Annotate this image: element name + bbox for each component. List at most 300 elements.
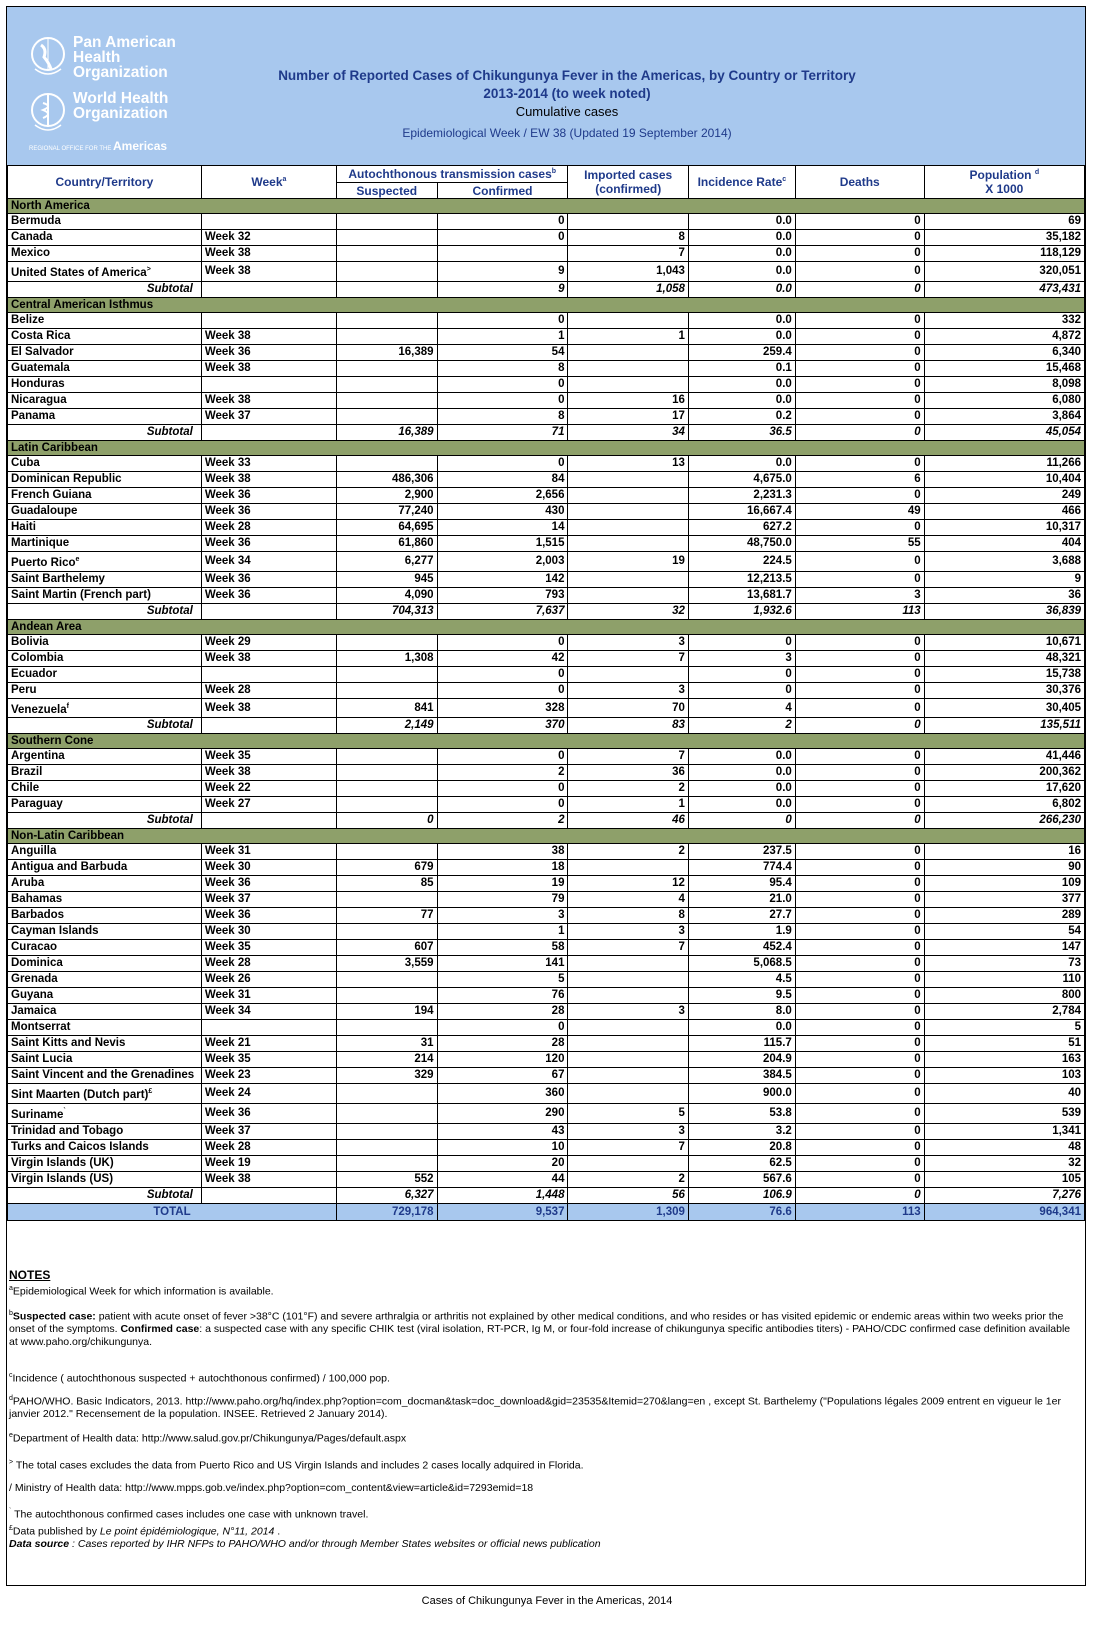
table-row (8, 1172, 1085, 1188)
deaths-cell: 0 (795, 230, 924, 246)
subtotal-confirmed-cell: 71 (437, 424, 568, 440)
subtotal-week-cell (201, 718, 336, 734)
week-cell: Week 28 (201, 682, 336, 698)
subtotal-deaths-cell: 0 (795, 1188, 924, 1204)
paho-who-logo (29, 35, 199, 153)
suspected-cell (336, 408, 437, 424)
incidence-cell: 2,231.3 (688, 487, 795, 503)
imported-cell: 3 (568, 1124, 688, 1140)
deaths-cell: 0 (795, 551, 924, 571)
table-row (8, 1140, 1085, 1156)
subtotal-label: Subtotal (8, 718, 202, 734)
incidence-cell: 8.0 (688, 1004, 795, 1020)
suspected-cell (336, 749, 437, 765)
incidence-cell: 237.5 (688, 844, 795, 860)
total-label: TOTAL (8, 1204, 337, 1221)
country-cell: United States of America> (8, 262, 202, 282)
imported-cell (568, 1068, 688, 1084)
confirmed-cell: 8 (437, 360, 568, 376)
confirmed-cell: 0 (437, 781, 568, 797)
subtotal-suspected-cell: 0 (336, 813, 437, 829)
suspected-cell: 3,559 (336, 956, 437, 972)
report-sheet (6, 6, 1086, 1586)
population-cell: 105 (924, 1172, 1084, 1188)
country-cell: Anguilla (8, 844, 202, 860)
deaths-cell: 0 (795, 908, 924, 924)
deaths-cell: 0 (795, 408, 924, 424)
suspected-cell (336, 1156, 437, 1172)
deaths-cell: 0 (795, 1104, 924, 1124)
country-cell: Mexico (8, 246, 202, 262)
country-cell: Dominican Republic (8, 471, 202, 487)
week-cell: Week 36 (201, 344, 336, 360)
subtotal-population-cell: 7,276 (924, 1188, 1084, 1204)
subtotal-suspected-cell: 2,149 (336, 718, 437, 734)
imported-cell (568, 503, 688, 519)
population-cell: 32 (924, 1156, 1084, 1172)
country-cell: Jamaica (8, 1004, 202, 1020)
col-header-confirmed: Confirmed (437, 183, 568, 199)
deaths-cell: 0 (795, 262, 924, 282)
table-row (8, 940, 1085, 956)
table-row (8, 1156, 1085, 1172)
org-name-line: Organization (73, 105, 168, 122)
confirmed-cell: 0 (437, 1020, 568, 1036)
incidence-cell: 0 (688, 666, 795, 682)
population-cell: 54 (924, 924, 1084, 940)
incidence-cell: 12,213.5 (688, 571, 795, 587)
table-row (8, 487, 1085, 503)
table-row (8, 262, 1085, 282)
table-row (8, 749, 1085, 765)
confirmed-cell (437, 246, 568, 262)
week-cell: Week 36 (201, 503, 336, 519)
notes-section (7, 1269, 1079, 1551)
week-cell: Week 34 (201, 551, 336, 571)
population-cell: 109 (924, 876, 1084, 892)
incidence-cell: 0.0 (688, 749, 795, 765)
population-cell: 9 (924, 571, 1084, 587)
suspected-cell: 1,308 (336, 650, 437, 666)
population-cell: 4,872 (924, 328, 1084, 344)
country-cell: Montserrat (8, 1020, 202, 1036)
imported-cell: 1,043 (568, 262, 688, 282)
population-cell: 36 (924, 587, 1084, 603)
subtotal-row (8, 1188, 1085, 1204)
table-row (8, 666, 1085, 682)
confirmed-cell: 18 (437, 860, 568, 876)
deaths-cell: 0 (795, 1020, 924, 1036)
section-header-row (8, 199, 1085, 214)
note-d: $^d$PAHO/WHO. Basic Indicators, 2013. http://www.paho.org/hq/index.php?option=com_docman&task=doc_download&gid=23535&Itemid=270&lang=en , except St. Barthelemy ("Populations légales 2009 entrent en vigueur le 1er janvier 2012." Recensement de la population. INSEE. Retrieved 2 January 2014). (9, 1394, 1061, 1420)
population-cell: 3,688 (924, 551, 1084, 571)
week-cell: Week 30 (201, 924, 336, 940)
subtotal-label: Subtotal (8, 813, 202, 829)
confirmed-cell: 20 (437, 1156, 568, 1172)
imported-cell: 70 (568, 698, 688, 718)
deaths-cell: 3 (795, 587, 924, 603)
total-incidence-cell: 76.6 (688, 1204, 795, 1221)
section-name: Central American Isthmus (8, 297, 1085, 312)
table-row (8, 246, 1085, 262)
suspected-cell: 4,090 (336, 587, 437, 603)
country-cell: Saint Barthelemy (8, 571, 202, 587)
imported-cell (568, 1156, 688, 1172)
subtotal-imported-cell: 34 (568, 424, 688, 440)
population-cell: 539 (924, 1104, 1084, 1124)
note-b: $^b$Suspected case: patient with acute onset of fever >38°C (101°F) and severe arthralgia or arthritis not explained by other medical conditions, and who resides or has visited epidemic or endemic areas within two weeks prior the onset of the symptoms. Confirmed case: a suspected case with any specific CHIK test (viral isolation, RT-PCR, Ig M, or four-fold increase of chikungunya specific antibodies titers) - PAHO/CDC confirmed case definition available at www.paho.org/chikungunya. (9, 1309, 1071, 1348)
confirmed-cell: 0 (437, 230, 568, 246)
deaths-cell: 0 (795, 1084, 924, 1104)
deaths-cell: 0 (795, 376, 924, 392)
week-cell: Week 31 (201, 988, 336, 1004)
population-cell: 377 (924, 892, 1084, 908)
week-cell: Week 30 (201, 860, 336, 876)
population-cell: 118,129 (924, 246, 1084, 262)
table-row (8, 781, 1085, 797)
table-row (8, 571, 1085, 587)
population-cell: 6,080 (924, 392, 1084, 408)
subtotal-population-cell: 266,230 (924, 813, 1084, 829)
suspected-cell (336, 682, 437, 698)
incidence-cell: 0.0 (688, 376, 795, 392)
table-row (8, 587, 1085, 603)
col-header-week: Week$^a$ (201, 166, 336, 199)
subtotal-deaths-cell: 0 (795, 813, 924, 829)
incidence-cell: 115.7 (688, 1036, 795, 1052)
deaths-cell: 0 (795, 876, 924, 892)
regional-office-label: REGIONAL OFFICE FOR THE Americas (29, 139, 168, 153)
confirmed-cell: 0 (437, 666, 568, 682)
col-header-imported: Imported cases (confirmed) (568, 166, 688, 199)
country-cell: Barbados (8, 908, 202, 924)
country-cell: El Salvador (8, 344, 202, 360)
suspected-cell: 77 (336, 908, 437, 924)
subtotal-imported-cell: 56 (568, 1188, 688, 1204)
incidence-cell: 0.0 (688, 455, 795, 471)
confirmed-cell: 1,515 (437, 535, 568, 551)
table-row (8, 892, 1085, 908)
incidence-cell: 48,750.0 (688, 535, 795, 551)
suspected-cell: 64,695 (336, 519, 437, 535)
suspected-cell: 31 (336, 1036, 437, 1052)
imported-cell: 2 (568, 1172, 688, 1188)
imported-cell: 2 (568, 781, 688, 797)
imported-cell: 8 (568, 230, 688, 246)
country-cell: Aruba (8, 876, 202, 892)
subtotal-confirmed-cell: 7,637 (437, 603, 568, 619)
page-subtitle: 2013-2014 (to week noted) (483, 86, 651, 101)
paho-emblem-icon (29, 35, 67, 77)
table-row (8, 682, 1085, 698)
subtotal-incidence-cell: 36.5 (688, 424, 795, 440)
section-name: Latin Caribbean (8, 440, 1085, 455)
confirmed-cell: 84 (437, 471, 568, 487)
table-row (8, 312, 1085, 328)
table-row (8, 392, 1085, 408)
population-cell: 800 (924, 988, 1084, 1004)
incidence-cell: 4.5 (688, 972, 795, 988)
table-row (8, 503, 1085, 519)
suspected-cell (336, 844, 437, 860)
week-cell: Week 37 (201, 408, 336, 424)
population-cell: 17,620 (924, 781, 1084, 797)
deaths-cell: 0 (795, 650, 924, 666)
confirmed-cell: 44 (437, 1172, 568, 1188)
deaths-cell: 55 (795, 535, 924, 551)
deaths-cell: 0 (795, 214, 924, 230)
population-cell: 51 (924, 1036, 1084, 1052)
week-cell: Week 29 (201, 634, 336, 650)
deaths-cell: 6 (795, 471, 924, 487)
table-row (8, 328, 1085, 344)
suspected-cell (336, 1124, 437, 1140)
incidence-cell: 0.0 (688, 214, 795, 230)
deaths-cell: 0 (795, 1140, 924, 1156)
table-row (8, 924, 1085, 940)
subtotal-imported-cell: 46 (568, 813, 688, 829)
week-cell: Week 38 (201, 360, 336, 376)
deaths-cell: 0 (795, 682, 924, 698)
deaths-cell: 0 (795, 698, 924, 718)
country-cell: Venezuela$^f$ (8, 698, 202, 718)
org-name-line: Organization (73, 64, 168, 81)
suspected-cell: 61,860 (336, 535, 437, 551)
population-cell: 16 (924, 844, 1084, 860)
country-cell: Bermuda (8, 214, 202, 230)
confirmed-cell: 142 (437, 571, 568, 587)
deaths-cell: 0 (795, 797, 924, 813)
subtotal-incidence-cell: 1,932.6 (688, 603, 795, 619)
confirmed-cell: 0 (437, 749, 568, 765)
who-emblem-icon (29, 91, 67, 133)
confirmed-cell: 28 (437, 1004, 568, 1020)
table-row (8, 408, 1085, 424)
confirmed-cell: 54 (437, 344, 568, 360)
suspected-cell: 486,306 (336, 471, 437, 487)
incidence-cell: 20.8 (688, 1140, 795, 1156)
country-cell: Curacao (8, 940, 202, 956)
subtotal-population-cell: 473,431 (924, 281, 1084, 297)
deaths-cell: 0 (795, 360, 924, 376)
deaths-cell: 0 (795, 246, 924, 262)
suspected-cell (336, 1020, 437, 1036)
section-name: Andean Area (8, 619, 1085, 634)
week-cell: Week 31 (201, 844, 336, 860)
country-cell: Sint Maarten (Dutch part)£ (8, 1084, 202, 1104)
subtotal-incidence-cell: 0 (688, 813, 795, 829)
week-cell: Week 36 (201, 587, 336, 603)
table-row (8, 765, 1085, 781)
population-cell: 320,051 (924, 262, 1084, 282)
confirmed-cell: 1 (437, 328, 568, 344)
imported-cell: 3 (568, 924, 688, 940)
week-cell: Week 23 (201, 1068, 336, 1084)
country-cell: Bahamas (8, 892, 202, 908)
table-row (8, 230, 1085, 246)
week-cell: Week 28 (201, 956, 336, 972)
incidence-cell: 13,681.7 (688, 587, 795, 603)
subtotal-population-cell: 36,839 (924, 603, 1084, 619)
subtotal-deaths-cell: 0 (795, 424, 924, 440)
org-name-line: Pan American (73, 34, 176, 51)
col-header-suspected: Suspected (336, 183, 437, 199)
table-row (8, 1036, 1085, 1052)
imported-cell: 17 (568, 408, 688, 424)
deaths-cell: 0 (795, 666, 924, 682)
population-cell: 103 (924, 1068, 1084, 1084)
suspected-cell (336, 988, 437, 1004)
incidence-cell: 0.0 (688, 392, 795, 408)
incidence-cell: 5,068.5 (688, 956, 795, 972)
deaths-cell: 0 (795, 312, 924, 328)
imported-cell: 7 (568, 246, 688, 262)
population-cell: 69 (924, 214, 1084, 230)
section-header-row (8, 734, 1085, 749)
imported-cell: 2 (568, 844, 688, 860)
imported-cell (568, 360, 688, 376)
confirmed-cell: 0 (437, 214, 568, 230)
suspected-cell (336, 666, 437, 682)
subtotal-confirmed-cell: 370 (437, 718, 568, 734)
table-row (8, 650, 1085, 666)
imported-cell: 3 (568, 634, 688, 650)
confirmed-cell: 0 (437, 455, 568, 471)
table-row (8, 360, 1085, 376)
deaths-cell: 0 (795, 392, 924, 408)
country-cell: Saint Kitts and Nevis (8, 1036, 202, 1052)
subtotal-imported-cell: 83 (568, 718, 688, 734)
total-deaths-cell: 113 (795, 1204, 924, 1221)
deaths-cell: 0 (795, 749, 924, 765)
subtotal-population-cell: 45,054 (924, 424, 1084, 440)
population-cell: 15,738 (924, 666, 1084, 682)
incidence-cell: 3 (688, 650, 795, 666)
country-cell: Honduras (8, 376, 202, 392)
confirmed-cell: 2,656 (437, 487, 568, 503)
suspected-cell (336, 892, 437, 908)
incidence-cell: 259.4 (688, 344, 795, 360)
week-cell: Week 19 (201, 1156, 336, 1172)
subtotal-confirmed-cell: 1,448 (437, 1188, 568, 1204)
col-header-deaths: Deaths (795, 166, 924, 199)
country-cell: Guatemala (8, 360, 202, 376)
imported-cell (568, 519, 688, 535)
deaths-cell: 0 (795, 519, 924, 535)
imported-cell: 1 (568, 797, 688, 813)
confirmed-cell: 19 (437, 876, 568, 892)
week-cell: Week 37 (201, 892, 336, 908)
imported-cell (568, 587, 688, 603)
week-cell (201, 1020, 336, 1036)
confirmed-cell: 290 (437, 1104, 568, 1124)
country-cell: Guyana (8, 988, 202, 1004)
incidence-cell: 62.5 (688, 1156, 795, 1172)
subtotal-week-cell (201, 603, 336, 619)
imported-cell: 12 (568, 876, 688, 892)
confirmed-cell: 28 (437, 1036, 568, 1052)
subtotal-imported-cell: 1,058 (568, 281, 688, 297)
subtotal-suspected-cell (336, 281, 437, 297)
imported-cell: 5 (568, 1104, 688, 1124)
population-cell: 404 (924, 535, 1084, 551)
imported-cell (568, 1036, 688, 1052)
deaths-cell: 0 (795, 844, 924, 860)
imported-cell (568, 214, 688, 230)
confirmed-cell: 67 (437, 1068, 568, 1084)
table-row (8, 988, 1085, 1004)
country-cell: Peru (8, 682, 202, 698)
incidence-cell: 0.0 (688, 328, 795, 344)
week-cell: Week 24 (201, 1084, 336, 1104)
country-cell: Haiti (8, 519, 202, 535)
week-cell: Week 35 (201, 749, 336, 765)
suspected-cell (336, 328, 437, 344)
confirmed-cell: 430 (437, 503, 568, 519)
table-row (8, 551, 1085, 571)
country-cell: Belize (8, 312, 202, 328)
incidence-cell: 0.0 (688, 312, 795, 328)
confirmed-cell: 0 (437, 312, 568, 328)
subtotal-deaths-cell: 113 (795, 603, 924, 619)
table-row (8, 376, 1085, 392)
week-cell (201, 312, 336, 328)
population-cell: 40 (924, 1084, 1084, 1104)
week-cell: Week 36 (201, 571, 336, 587)
note-f: / Ministry of Health data: http://www.mpps.gob.ve/index.php?option=com_content&view=article&id=7293emid=18 (9, 1482, 534, 1494)
population-cell: 249 (924, 487, 1084, 503)
confirmed-cell: 9 (437, 262, 568, 282)
population-cell: 110 (924, 972, 1084, 988)
suspected-cell (336, 781, 437, 797)
week-cell: Week 38 (201, 765, 336, 781)
incidence-cell: 0.0 (688, 246, 795, 262)
suspected-cell: 841 (336, 698, 437, 718)
incidence-cell: 4 (688, 698, 795, 718)
population-cell: 30,376 (924, 682, 1084, 698)
title-block (257, 67, 877, 142)
population-cell: 10,671 (924, 634, 1084, 650)
table-row (8, 844, 1085, 860)
week-cell: Week 38 (201, 262, 336, 282)
imported-cell (568, 860, 688, 876)
population-cell: 15,468 (924, 360, 1084, 376)
suspected-cell (336, 972, 437, 988)
page-title: Number of Reported Cases of Chikungunya Fever in the Americas, by Country or Territory (278, 68, 856, 83)
confirmed-cell: 14 (437, 519, 568, 535)
suspected-cell (336, 392, 437, 408)
deaths-cell: 0 (795, 1052, 924, 1068)
subtotal-label: Subtotal (8, 281, 202, 297)
deaths-cell: 0 (795, 988, 924, 1004)
population-cell: 2,784 (924, 1004, 1084, 1020)
week-cell: Week 27 (201, 797, 336, 813)
suspected-cell (336, 246, 437, 262)
imported-cell: 4 (568, 892, 688, 908)
incidence-cell: 95.4 (688, 876, 795, 892)
deaths-cell: 0 (795, 571, 924, 587)
country-cell: Ecuador (8, 666, 202, 682)
incidence-cell: 627.2 (688, 519, 795, 535)
country-cell: Bolivia (8, 634, 202, 650)
incidence-cell: 0 (688, 682, 795, 698)
week-cell: Week 28 (201, 1140, 336, 1156)
imported-cell (568, 312, 688, 328)
section-header-row (8, 829, 1085, 844)
col-header-population: Population $^d$ X 1000 (924, 166, 1084, 199)
suspected-cell: 77,240 (336, 503, 437, 519)
subtotal-incidence-cell: 2 (688, 718, 795, 734)
